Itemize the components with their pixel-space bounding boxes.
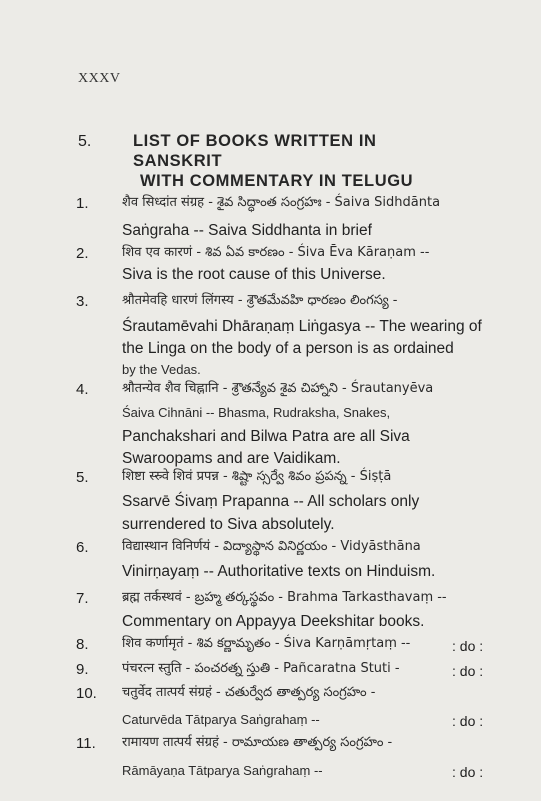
entry-number: 5. <box>76 469 89 486</box>
entry-text-line: Śrautamēvahi Dhāraṇaṃ Liṅgasya -- The wearing of <box>122 318 482 335</box>
entry-text-line: Siva is the root cause of this Universe. <box>122 266 386 283</box>
entry-text-line: Commentary on Appayya Deekshitar books. <box>122 613 425 630</box>
section-title <box>133 131 433 191</box>
entry-text-line: Swaroopams and are Vaidikam. <box>122 450 341 467</box>
entry-title-line: शिव एव कारणं - శివ ఏవ కారణం - Śiva Ēva Kāraṇam -- <box>122 245 430 260</box>
entry-number: 9. <box>76 661 89 678</box>
entry-title-line: श्रौतन्येव शैव चिह्नानि - శ్రౌతన్యేవ శైవ చిహ్నాని - Śrautanyēva <box>122 381 434 396</box>
entry-title-line: विद्यास्थान विनिर्णयं - విద్యాస్థాన వినిర్ణయం - Vidyāsthāna <box>122 539 421 554</box>
entry-number: 2. <box>76 245 89 262</box>
entry-title-line: पंचरत्न स्तुति - పంచరత్న స్తుతి - Pañcaratna Stuti - <box>122 661 400 676</box>
entry-number: 1. <box>76 195 89 212</box>
entry-title-line: शैव सिध्दांत संग्रह - శైవ సిద్ధాంత సంగ్రహః - Śaiva Sidhdānta <box>122 195 441 210</box>
entry-text-line: Saṅgraha -- Saiva Siddhanta in brief <box>122 222 372 239</box>
entry-text-line: Rāmāyaṇa Tātparya Saṅgrahaṃ -- <box>122 763 323 778</box>
entry-number: 8. <box>76 636 89 653</box>
entry-text-line: Ssarvē Śivaṃ Prapanna -- All scholars only <box>122 493 420 510</box>
entry-text-line: by the Vedas. <box>122 362 201 377</box>
entry-number: 7. <box>76 590 89 607</box>
entry-title-line: रामायण तात्पर्य संग्रहं - రామాయణ తాత్పర్య సంగ్రహం - <box>122 735 393 750</box>
section-title-line-2: WITH COMMENTARY IN TELUGU <box>140 172 414 190</box>
entry-number: 11. <box>76 735 96 752</box>
entry-title-line: शिव कर्णामृतं - శివ కర్ణామృతం - Śiva Karṇāmṛtaṃ -- <box>122 636 411 651</box>
entry-number: 6. <box>76 539 89 556</box>
entry-number: 4. <box>76 381 89 398</box>
ditto-mark: : do : <box>452 713 484 729</box>
entry-text-line: Panchakshari and Bilwa Patra are all Siva <box>122 428 410 445</box>
section-title-line-1: LIST OF BOOKS WRITTEN IN SANSKRIT <box>133 132 377 170</box>
ditto-mark: : do : <box>452 764 484 780</box>
entry-text-line: surrendered to Siva absolutely. <box>122 516 335 533</box>
entry-number: 3. <box>76 293 89 310</box>
entry-title-line: शिष्टा स्स्र्वे शिवं प्रपन्न - శిష్టా స్సర్వే శివం ప్రపన్న - Śiṣṭā <box>122 469 392 484</box>
entry-text-line: the Linga on the body of a person is as ordained <box>122 340 454 357</box>
entry-number: 10. <box>76 685 97 702</box>
ditto-mark: : do : <box>452 638 484 654</box>
ditto-mark: : do : <box>452 663 484 679</box>
entry-title-line: श्रौतमेवहि धारणं लिंगस्य - శ్రౌతమేవహి ధారణం లింగస్య - <box>122 293 398 308</box>
page-number: XXXV <box>78 71 121 86</box>
section-number: 5. <box>78 133 92 150</box>
entry-title-line: चतुर्वेद तात्पर्य संग्रहं - చతుర్వేద తాత్పర్య సంగ్రహం - <box>122 685 376 700</box>
entry-text-line: Caturvēda Tātparya Saṅgrahaṃ -- <box>122 712 320 727</box>
entry-title-line: ब्रह्म तर्कस्थवं - బ్రహ్మ తర్కస్థవం - Brahma Tarkasthavaṃ -- <box>122 590 447 605</box>
entry-text-line: Vinirṇayaṃ -- Authoritative texts on Hinduism. <box>122 563 436 580</box>
entry-text-line: Śaiva Cihnāni -- Bhasma, Rudraksha, Snakes, <box>122 405 391 420</box>
